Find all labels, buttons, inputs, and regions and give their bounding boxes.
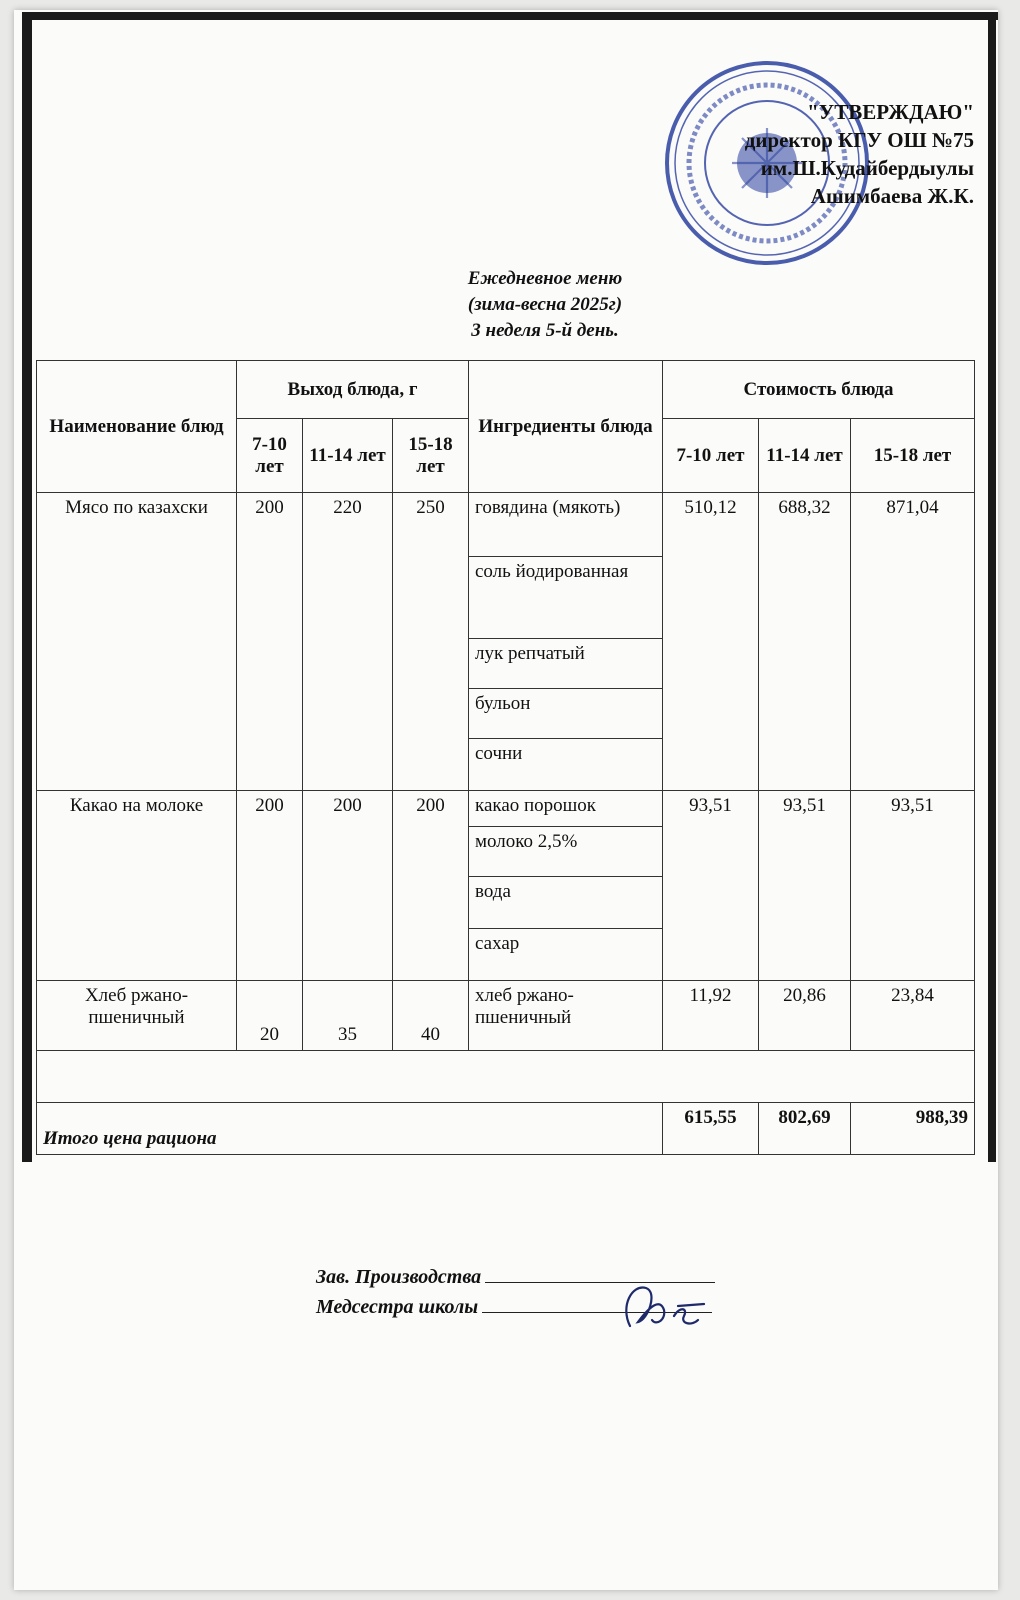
dish-output: 250 — [393, 493, 469, 791]
approve-position: директор КГУ ОШ №75 — [744, 128, 974, 152]
table-row — [37, 493, 975, 557]
dish-cost: 688,32 — [759, 493, 851, 791]
empty-cell — [37, 1051, 975, 1103]
total-cost: 615,55 — [663, 1103, 759, 1155]
footer-production-label: Зав. Производства — [316, 1266, 482, 1288]
header-cost: Стоимость блюда — [663, 361, 975, 419]
total-cost: 802,69 — [759, 1103, 851, 1155]
handwritten-signature-icon — [612, 1276, 722, 1336]
ingredient: хлеб ржано-пшеничный — [469, 981, 663, 1051]
ingredient: вода — [469, 877, 663, 929]
ingredient: говядина (мякоть) — [469, 493, 663, 557]
total-row — [37, 1103, 975, 1155]
approval-block — [745, 98, 974, 210]
dish-cost: 510,12 — [663, 493, 759, 791]
header-output-age-2: 11-14 лет — [303, 419, 393, 493]
menu-table — [36, 360, 975, 1155]
dish-cost: 93,51 — [851, 791, 975, 981]
dish-name: Какао на молоке — [37, 791, 237, 981]
ingredient: какао порошок — [469, 791, 663, 827]
dish-output: 220 — [303, 493, 393, 791]
dish-output: 200 — [393, 791, 469, 981]
dish-cost: 11,92 — [663, 981, 759, 1051]
title-line-3: 3 неделя 5-й день. — [471, 320, 619, 341]
dish-output: 200 — [237, 791, 303, 981]
dish-cost: 93,51 — [759, 791, 851, 981]
ingredient: сахар — [469, 929, 663, 981]
footer-nurse-label: Медсестра школы — [316, 1296, 479, 1318]
title-line-1: Ежедневное меню — [467, 268, 623, 289]
dish-output: 20 — [237, 981, 303, 1051]
ingredient: соль йодированная — [469, 557, 663, 639]
approve-heading: "УТВЕРЖДАЮ" — [807, 100, 974, 124]
dish-cost: 23,84 — [851, 981, 975, 1051]
dish-output: 200 — [237, 493, 303, 791]
ingredient: молоко 2,5% — [469, 827, 663, 877]
header-row-1 — [37, 361, 975, 419]
dish-cost: 871,04 — [851, 493, 975, 791]
ingredient: сочни — [469, 739, 663, 791]
header-output: Выход блюда, г — [237, 361, 469, 419]
title-line-2: (зима-весна 2025г) — [467, 294, 623, 315]
approve-signatory: Ашимбаева Ж.К. — [810, 184, 974, 208]
total-cost: 988,39 — [851, 1103, 975, 1155]
header-cost-age-3: 15-18 лет — [851, 419, 975, 493]
frame-border-top — [22, 12, 998, 20]
header-output-age-3: 15-18 лет — [393, 419, 469, 493]
header-cost-age-1: 7-10 лет — [663, 419, 759, 493]
total-label: Итого цена рациона — [37, 1103, 663, 1155]
dish-output: 200 — [303, 791, 393, 981]
document-title — [0, 266, 1020, 344]
table-row — [37, 981, 975, 1051]
dish-cost: 20,86 — [759, 981, 851, 1051]
dish-name: Мясо по казахски — [37, 493, 237, 791]
header-cost-age-2: 11-14 лет — [759, 419, 851, 493]
dish-output: 40 — [393, 981, 469, 1051]
approve-school-name: им.Ш.Кудайбердыулы — [760, 156, 974, 180]
header-dish-name: Наименование блюд — [37, 361, 237, 493]
frame-border-right — [988, 12, 996, 1162]
ingredient: лук репчатый — [469, 639, 663, 689]
frame-border-left — [22, 12, 32, 1162]
ingredient: бульон — [469, 689, 663, 739]
dish-output: 35 — [303, 981, 393, 1051]
dish-cost: 93,51 — [663, 791, 759, 981]
dish-name: Хлеб ржано-пшеничный — [37, 981, 237, 1051]
header-ingredients: Ингредиенты блюда — [469, 361, 663, 493]
table-row — [37, 791, 975, 827]
empty-row — [37, 1051, 975, 1103]
header-output-age-1: 7-10 лет — [237, 419, 303, 493]
